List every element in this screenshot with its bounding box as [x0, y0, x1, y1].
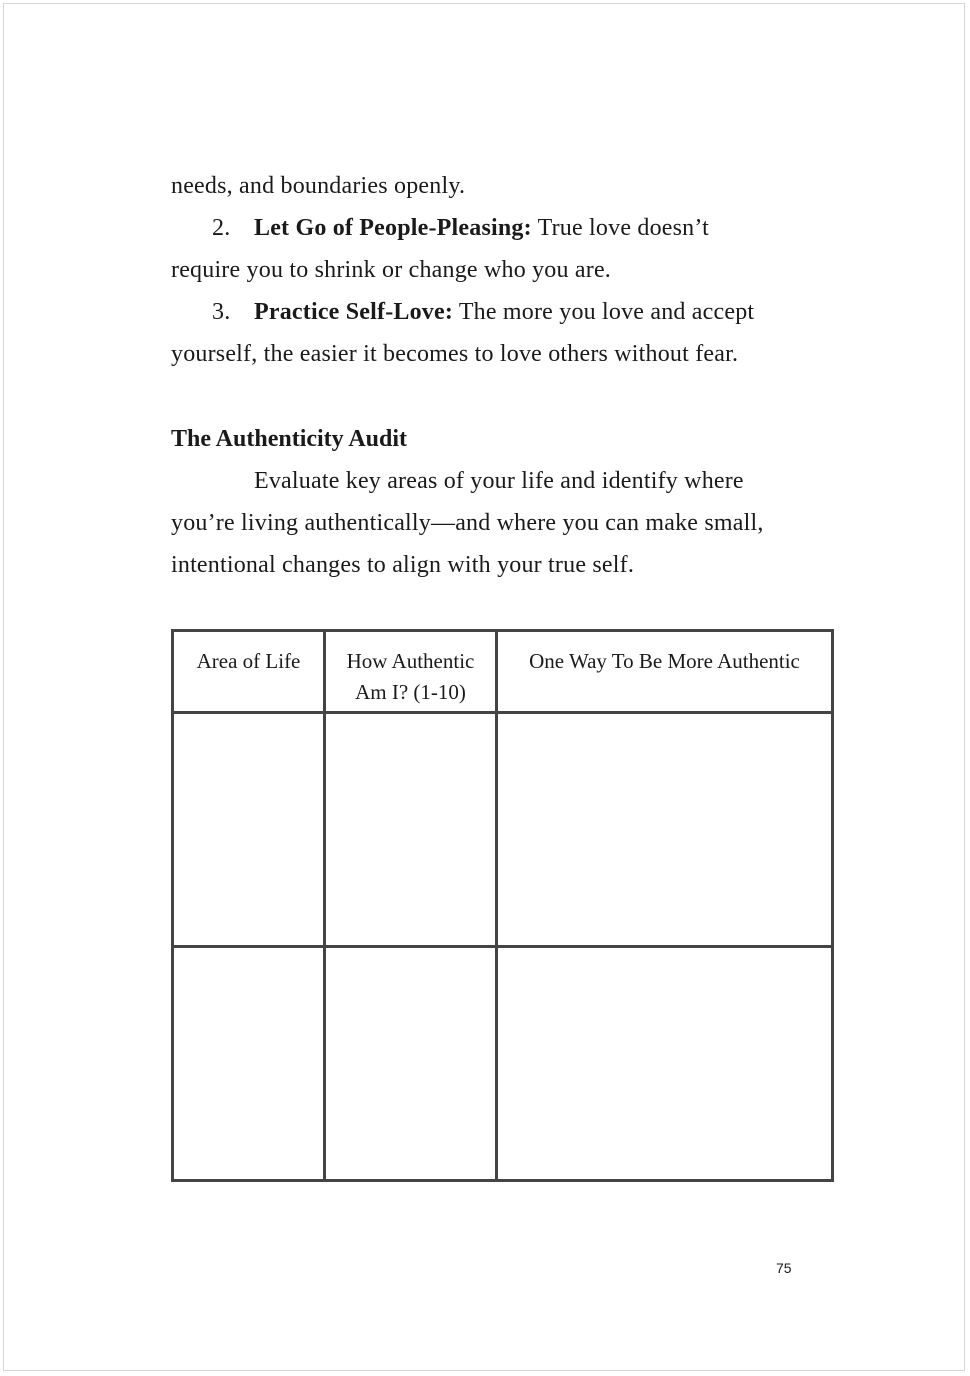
table-row	[173, 947, 833, 1181]
table-cell-area[interactable]	[173, 947, 325, 1181]
table-cell-improvement[interactable]	[497, 713, 833, 947]
body-text	[171, 165, 831, 375]
list-item-3	[171, 291, 831, 333]
table-cell-rating[interactable]	[325, 713, 497, 947]
table-header-row	[173, 631, 833, 713]
table-cell-rating[interactable]	[325, 947, 497, 1181]
paragraph-line: Evaluate key areas of your life and identify where	[254, 468, 744, 494]
list-item-title: Let Go of People-Pleasing:	[254, 215, 532, 241]
table-cell-area[interactable]	[173, 713, 325, 947]
list-item-text: True love doesn’t	[531, 215, 709, 241]
column-header-area	[173, 631, 325, 713]
column-header-rating	[325, 631, 497, 713]
page-number: 75	[776, 1260, 792, 1276]
list-item-3-continuation: yourself, the easier it becomes to love others without fear.	[171, 341, 739, 367]
table-row	[173, 713, 833, 947]
paragraph-line: intentional changes to align with your true self.	[171, 552, 635, 578]
column-header-label: Area of Life	[196, 649, 301, 673]
column-header-label: One Way To Be More Authentic	[529, 649, 800, 673]
list-number: 2.	[212, 215, 231, 241]
section-heading: The Authenticity Audit	[171, 426, 408, 452]
column-header-improvement	[497, 631, 833, 713]
authenticity-audit-table	[171, 629, 834, 1182]
list-item-title: Practice Self-Love:	[254, 299, 454, 325]
paragraph-line: you’re living authentically—and where you can make small,	[171, 510, 764, 536]
list-number: 3.	[212, 299, 231, 325]
continuation-line: needs, and boundaries openly.	[171, 173, 466, 199]
list-item-2-continuation: require you to shrink or change who you are.	[171, 257, 612, 283]
section-paragraph	[171, 460, 831, 586]
list-item-text: The more you love and accept	[453, 299, 755, 325]
table-cell-improvement[interactable]	[497, 947, 833, 1181]
list-item-2	[171, 207, 831, 249]
column-header-label: How Authentic Am I? (1-10)	[346, 649, 475, 704]
